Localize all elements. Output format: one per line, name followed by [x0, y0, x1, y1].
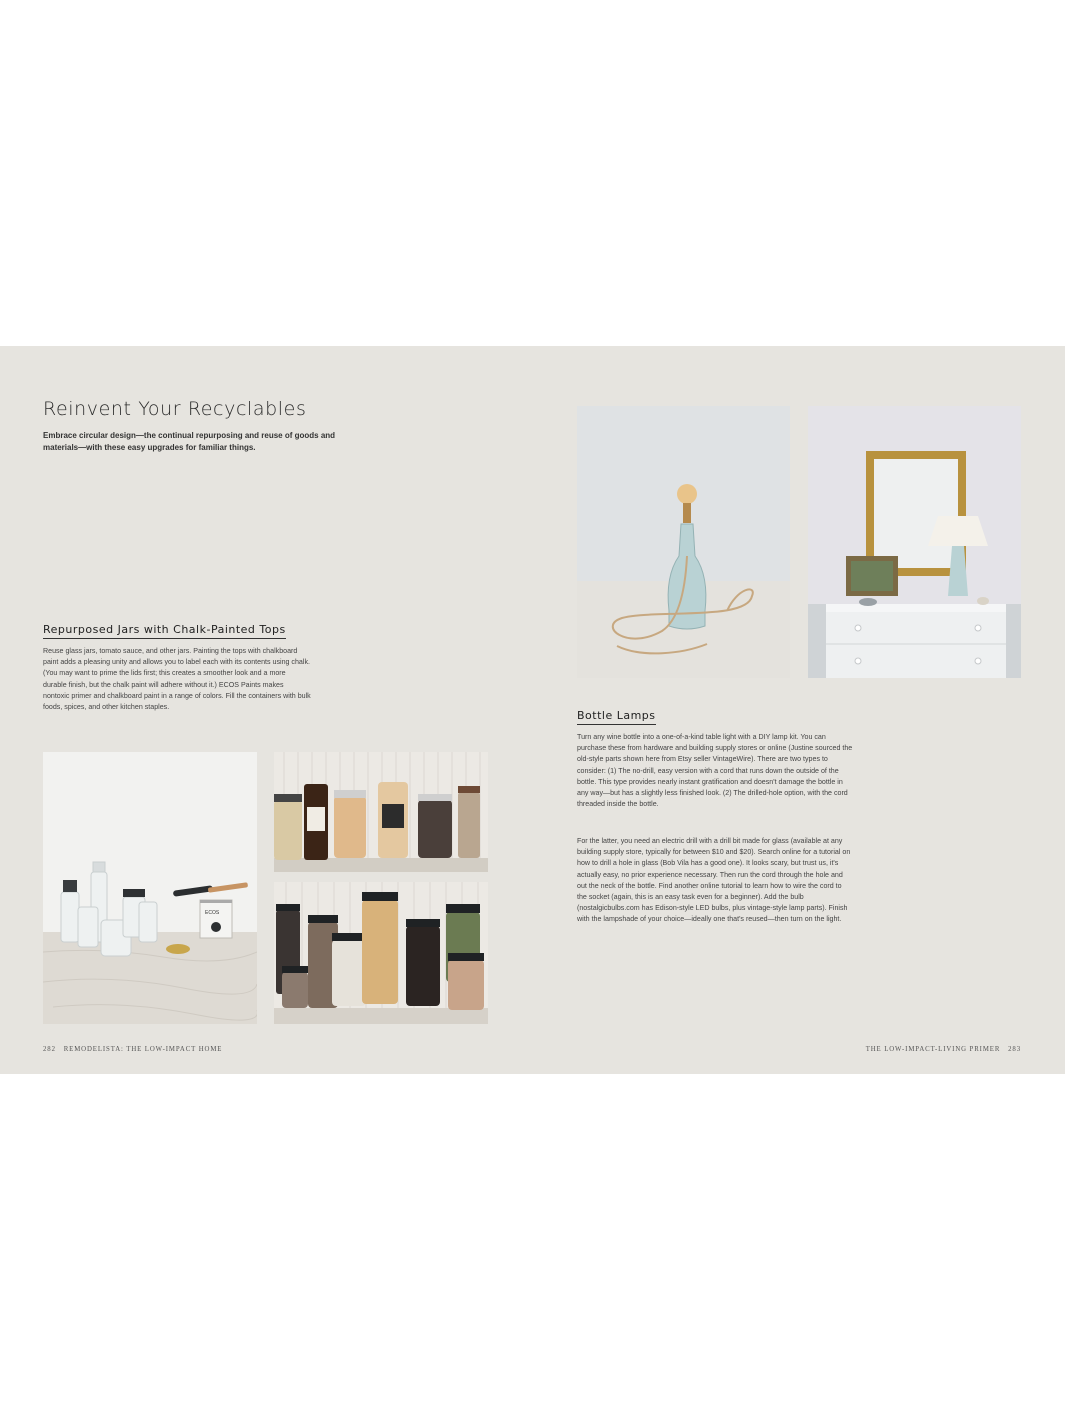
- pantry-jars-photo-top: [274, 752, 488, 872]
- dresser-lamp-photo: [808, 406, 1021, 678]
- bottle-lamps-body-2: For the latter, you need an electric drill with a drill bit made for glass (available at any building supply store, typically for between $10 and $20). Search online for a tutorial on how to drill a hole in glass (Bob Vila has a good one). It looks scary, but trust us, it's actually easy, no prior experience necessary. Then run the cord through the hole and out the neck of the bottle. Find another online tutorial to learn how to wire the cord to the socket (again, this is an easy task even for a beginner). Add the bulb (nostalgicbulbs.com has Edison-style LED bulbs, plus vintage-style lamp parts). Finish with the lampshade of your choice—ideally one that's reused—then turn on the light.: [577, 837, 851, 924]
- bottle-lamps-body-1: Turn any wine bottle into a one-of-a-kind table light with a DIY lamp kit. You can purchase these from hardware and building supply stores or online (Justine sourced the old-style parts shown here from Etsy seller VintageWire). There are two types to consider: (1) The no-drill, easy version with a cord that runs down the outside of the bottle. This type provides nearly instant gratification and doesn't damage the bottle in any way—but has a slightly less finished look. (2) The drilled-hole option, with the cord threaded inside the bottle.: [577, 733, 853, 809]
- page-title: Reinvent Your Recyclables: [43, 398, 307, 420]
- pantry-jars-photo-bottom: [274, 882, 488, 1024]
- book-spread: [0, 346, 1065, 1074]
- left-page-number: 282: [43, 1046, 56, 1053]
- right-page-number: 283: [1008, 1046, 1021, 1053]
- right-folio: [866, 1046, 1021, 1053]
- intro-text: Embrace circular design—the continual repurposing and reuse of goods and materials—with these easy upgrades for familiar things.: [43, 431, 336, 452]
- right-running-head: THE LOW-IMPACT-LIVING PRIMER: [865, 1046, 1001, 1053]
- bottle-lamp-photo: [577, 406, 790, 678]
- empty-jars-photo: [43, 752, 257, 1024]
- ecos-can-label: ECOS: [205, 910, 220, 916]
- bottle-lamps-heading: Bottle Lamps: [577, 709, 656, 725]
- left-folio: [43, 1046, 222, 1053]
- jars-heading: Repurposed Jars with Chalk-Painted Tops: [43, 623, 286, 639]
- jars-body: Reuse glass jars, tomato sauce, and other jars. Painting the tops with chalkboard paint adds a pleasing unity and allows you to label each with its contents using chalk. (You may want to prime the lids first; this creates a smoother look and a more durable finish, but the chalk paint will adhere without it.) ECOS Paints makes nontoxic primer and chalkboard paint in a range of colors. Fill the containers with bulk foods, spices, and other kitchen staples.: [43, 647, 311, 712]
- left-running-head: REMODELISTA: THE LOW-IMPACT HOME: [63, 1046, 223, 1053]
